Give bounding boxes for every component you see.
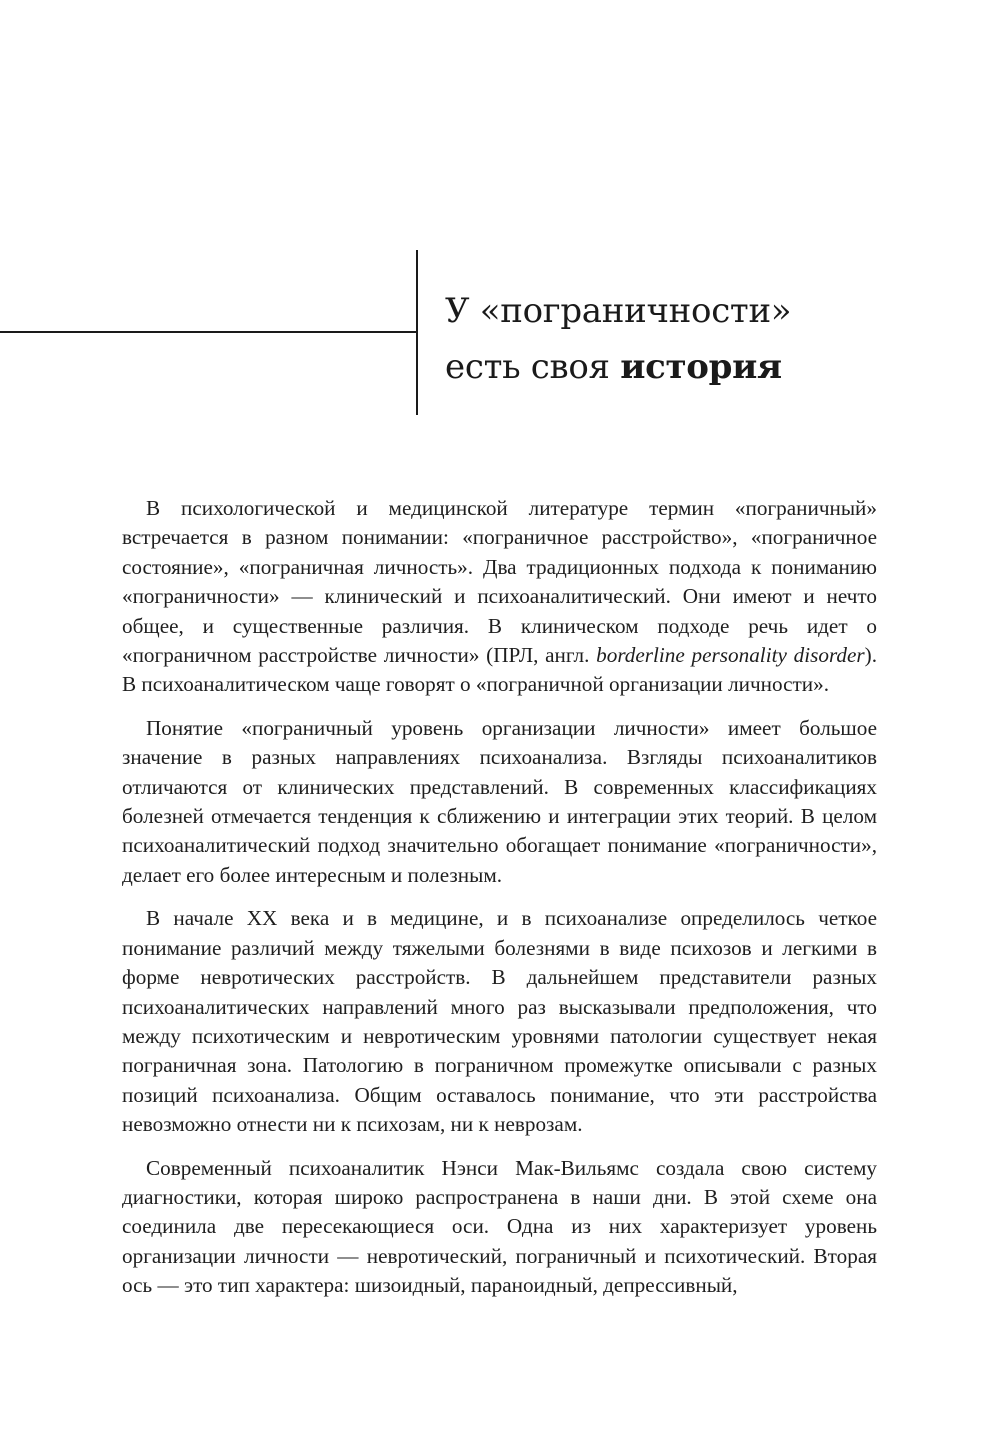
chapter-title: [445, 283, 965, 395]
paragraph-1: [122, 494, 877, 700]
chapter-title-line-1: У «пограничности»: [445, 291, 792, 331]
chapter-title-line-2: [445, 339, 965, 395]
header-rule-horizontal: [0, 331, 418, 333]
paragraph-1-text-a: В психологической и медицинской литературе термин «пограничный» встречается в разном понимании: «пограничное расстройство», «пограничное состояние», «пограничная личность». Два традиционных подхода к пониманию «пограничности» — клинический и психоаналитический. Они имеют и нечто общее, и существенные различия. В клиническом подходе речь идет о «пограничном расстройстве личности» (ПРЛ, англ.: [122, 496, 877, 668]
header-rule-vertical: [416, 250, 418, 415]
paragraph-2: Понятие «пограничный уровень организации личности» имеет большое значение в разных направлениях психоанализа. Взгляды психоаналитиков отличаются от клинических представлений. В современных классификациях болезней отмечается тенденция к сближению и интеграции этих теорий. В целом психоаналитический подход значительно обогащает понимание «пограничности», делает его более интересным и полезным.: [122, 715, 877, 887]
paragraph-1-text-b: ). В психоаналитическом чаще говорят о «пограничной организации личности».: [122, 643, 878, 697]
paragraph-4: Современный психоаналитик Нэнси Мак-Вильямс создала свою систему диагностики, которая широко распространена в наши дни. В этой схеме она соединила две пересекающиеся оси. Одна из них характеризует уровень организации личности — невротический, пограничный и психотический. Вторая ось — это тип характера: шизоидный, параноидный, депрессивный,: [122, 1155, 877, 1298]
paragraph-1-italic-term: borderline personality disorder: [596, 643, 865, 668]
paragraph-3: В начале XX века и в медицине, и в психоанализе определилось четкое понимание различий между тяжелыми болезнями в виде психозов и легкими в форме невротических расстройств. В дальнейшем представители разных психоаналитических направлений много раз высказывали предположения, что между психотическим и невротическим уровнями патологии существует некая пограничная зона. Патологию в пограничном промежутке описывали с разных позиций психоанализа. Общим оставалось понимание, что эти расстройства невозможно отнести ни к психозам, ни к неврозам.: [122, 906, 877, 1137]
body-text: [122, 494, 877, 1315]
chapter-title-bold-word: история: [620, 347, 782, 387]
chapter-title-prefix: есть своя: [445, 347, 621, 387]
